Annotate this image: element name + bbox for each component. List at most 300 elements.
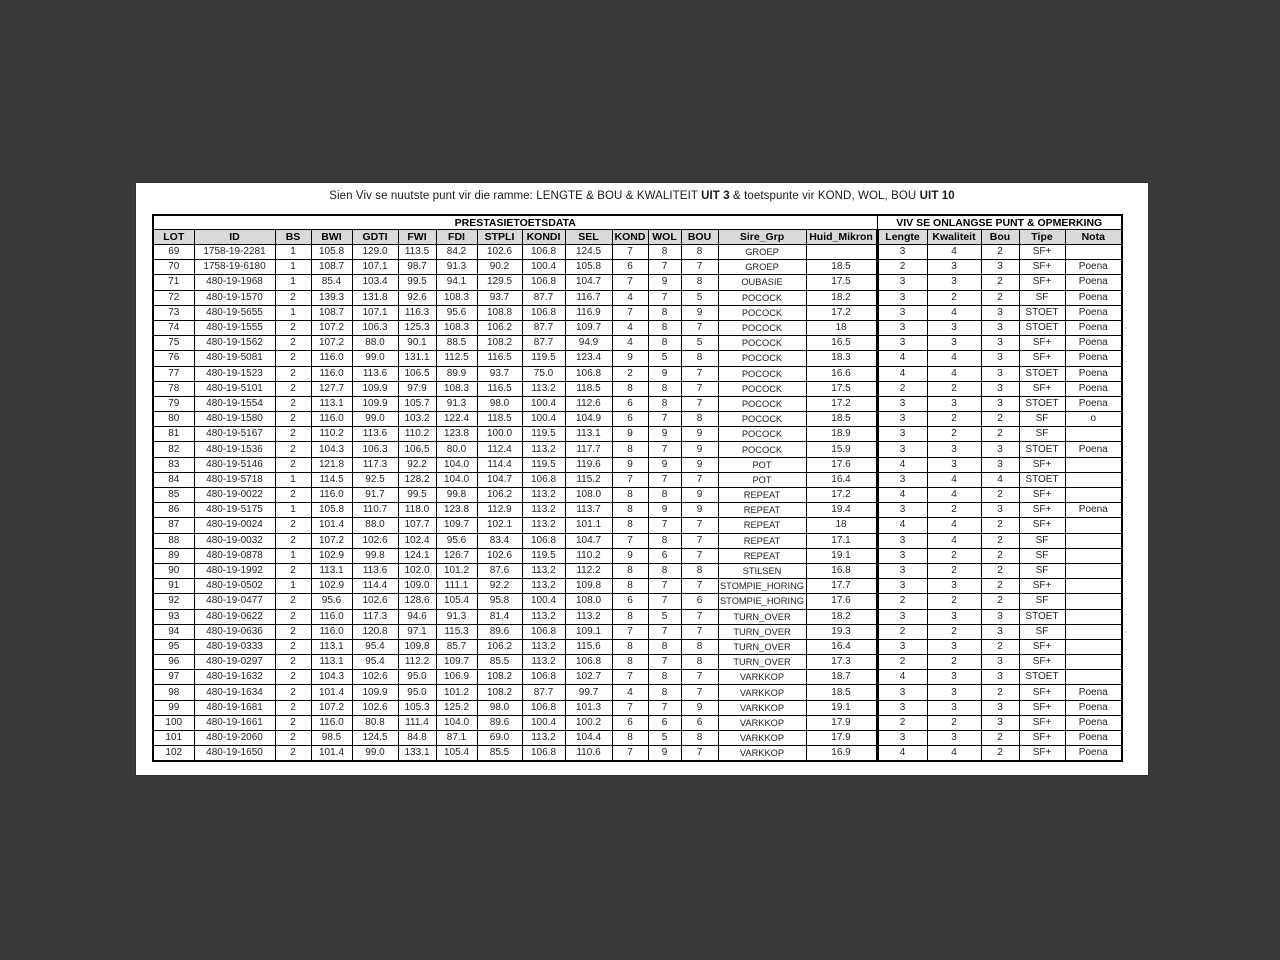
- table-cell: 17.2: [806, 488, 877, 503]
- table-cell: 2: [275, 381, 311, 396]
- table-cell: 1: [275, 245, 311, 260]
- table-cell: 100.2: [565, 715, 612, 730]
- table-cell: 8: [681, 412, 718, 427]
- table-cell: 480-19-1650: [194, 746, 275, 762]
- table-cell: 8: [612, 731, 648, 746]
- table-cell: 6: [612, 260, 648, 275]
- table-cell: 107.2: [311, 336, 352, 351]
- table-cell: STOMPIE_HORING: [718, 579, 806, 594]
- table-cell: 7: [612, 275, 648, 290]
- table-cell: 8: [612, 639, 648, 654]
- table-cell: SF+: [1019, 715, 1065, 730]
- table-cell: 107.1: [352, 305, 398, 320]
- table-cell: REPEAT: [718, 503, 806, 518]
- table-cell: 3: [927, 260, 981, 275]
- table-cell: STOET: [1019, 396, 1065, 411]
- table-cell: 113.1: [311, 396, 352, 411]
- table-cell: [1065, 518, 1122, 533]
- table-cell: 116.0: [311, 715, 352, 730]
- table-cell: STOET: [1019, 305, 1065, 320]
- table-cell: 93.7: [477, 366, 522, 381]
- table-cell: 2: [981, 290, 1019, 305]
- table-cell: 117.3: [352, 609, 398, 624]
- table-cell: 72: [153, 290, 194, 305]
- table-cell: 3: [927, 639, 981, 654]
- table-cell: 108.2: [477, 336, 522, 351]
- table-row: [153, 381, 1122, 396]
- table-cell: 6: [612, 594, 648, 609]
- table-cell: 106.2: [477, 639, 522, 654]
- table-cell: 85.5: [477, 746, 522, 762]
- table-cell: [1065, 639, 1122, 654]
- table-cell: o: [1065, 412, 1122, 427]
- table-cell: Poena: [1065, 290, 1122, 305]
- table-cell: 17.7: [806, 579, 877, 594]
- table-cell: 106.8: [522, 245, 565, 260]
- table-cell: 82: [153, 442, 194, 457]
- table-cell: Poena: [1065, 336, 1122, 351]
- table-cell: [1065, 533, 1122, 548]
- table-cell: 8: [648, 381, 681, 396]
- table-cell: 2: [275, 670, 311, 685]
- table-cell: 2: [981, 518, 1019, 533]
- table-cell: 9: [612, 457, 648, 472]
- table-cell: 95.0: [398, 685, 436, 700]
- table-cell: 112.2: [565, 563, 612, 578]
- table-cell: Poena: [1065, 320, 1122, 335]
- table-cell: 7: [648, 260, 681, 275]
- table-cell: 95.6: [436, 305, 477, 320]
- table-cell: 8: [681, 245, 718, 260]
- table-cell: 113.2: [522, 488, 565, 503]
- table-cell: 3: [981, 457, 1019, 472]
- table-cell: 2: [275, 624, 311, 639]
- table-cell: 115.2: [565, 472, 612, 487]
- table-cell: 8: [612, 655, 648, 670]
- table-cell: 98.0: [477, 396, 522, 411]
- table-cell: 2: [275, 655, 311, 670]
- table-cell: 113.2: [522, 579, 565, 594]
- table-cell: 8: [612, 609, 648, 624]
- table-cell: 9: [681, 503, 718, 518]
- table-cell: 102.9: [311, 548, 352, 563]
- table-cell: 3: [877, 396, 927, 411]
- table-cell: 102.6: [352, 670, 398, 685]
- table-cell: STOET: [1019, 366, 1065, 381]
- table-cell: 480-19-0636: [194, 624, 275, 639]
- table-cell: 19.1: [806, 700, 877, 715]
- table-cell: 8: [648, 320, 681, 335]
- table-cell: 480-19-0022: [194, 488, 275, 503]
- table-cell: Poena: [1065, 275, 1122, 290]
- table-cell: 3: [981, 442, 1019, 457]
- table-cell: 114.4: [477, 457, 522, 472]
- table-cell: 2: [927, 563, 981, 578]
- table-cell: 480-19-0024: [194, 518, 275, 533]
- table-cell: 91.3: [436, 260, 477, 275]
- table-row: [153, 533, 1122, 548]
- document-title: [136, 190, 1148, 202]
- table-cell: 95.0: [398, 670, 436, 685]
- table-row: [153, 624, 1122, 639]
- group-header-row: [153, 215, 1122, 230]
- table-cell: 17.5: [806, 275, 877, 290]
- table-cell: 117.3: [352, 457, 398, 472]
- table-row: [153, 503, 1122, 518]
- table-cell: 2: [981, 685, 1019, 700]
- table-cell: 1: [275, 548, 311, 563]
- table-row: [153, 275, 1122, 290]
- table-cell: 2: [275, 427, 311, 442]
- table-cell: 100.4: [522, 396, 565, 411]
- table-cell: [806, 245, 877, 260]
- table-cell: 8: [681, 639, 718, 654]
- table-cell: 3: [877, 320, 927, 335]
- table-cell: 9: [681, 700, 718, 715]
- table-cell: 105.7: [398, 396, 436, 411]
- table-cell: 2: [927, 503, 981, 518]
- table-cell: 116.0: [311, 351, 352, 366]
- table-cell: 98.5: [311, 731, 352, 746]
- table-cell: 102.9: [311, 579, 352, 594]
- table-cell: 101.2: [436, 685, 477, 700]
- table-cell: 18.9: [806, 427, 877, 442]
- table-cell: 124.5: [565, 245, 612, 260]
- table-cell: 2: [927, 412, 981, 427]
- column-header-nota: Nota: [1065, 230, 1122, 245]
- table-cell: Poena: [1065, 381, 1122, 396]
- table-cell: 2: [275, 396, 311, 411]
- table-cell: 102.7: [565, 670, 612, 685]
- table-cell: SF+: [1019, 639, 1065, 654]
- table-cell: 120.8: [352, 624, 398, 639]
- table-cell: 113.6: [352, 427, 398, 442]
- table-cell: 7: [681, 396, 718, 411]
- table-cell: 17.6: [806, 594, 877, 609]
- table-cell: 7: [648, 518, 681, 533]
- table-cell: 17.2: [806, 305, 877, 320]
- table-cell: 110.2: [565, 548, 612, 563]
- table-cell: 3: [927, 457, 981, 472]
- table-cell: 108.7: [311, 305, 352, 320]
- table-cell: 100.4: [522, 412, 565, 427]
- table-cell: 116.5: [477, 381, 522, 396]
- table-cell: 2: [981, 731, 1019, 746]
- table-cell: Poena: [1065, 305, 1122, 320]
- table-cell: VARKKOP: [718, 670, 806, 685]
- table-cell: 101.4: [311, 685, 352, 700]
- table-cell: 480-19-1632: [194, 670, 275, 685]
- table-cell: 2: [981, 579, 1019, 594]
- table-cell: 8: [648, 245, 681, 260]
- table-cell: 480-19-0333: [194, 639, 275, 654]
- table-cell: 4: [927, 518, 981, 533]
- table-cell: 79: [153, 396, 194, 411]
- table-cell: Poena: [1065, 715, 1122, 730]
- table-cell: 87.7: [522, 685, 565, 700]
- table-cell: 3: [927, 336, 981, 351]
- table-cell: 101.1: [565, 518, 612, 533]
- table-cell: 480-19-0297: [194, 655, 275, 670]
- title-text: Sien Viv se nuutste punt vir die ramme: LENGTE & BOU & KWALITEIT: [329, 190, 702, 202]
- table-cell: 16.8: [806, 563, 877, 578]
- table-cell: 2: [927, 548, 981, 563]
- table-cell: 3: [877, 609, 927, 624]
- table-cell: 118.5: [565, 381, 612, 396]
- table-cell: 9: [681, 427, 718, 442]
- table-cell: 113.1: [311, 563, 352, 578]
- table-cell: 2: [275, 320, 311, 335]
- table-cell: 100: [153, 715, 194, 730]
- table-cell: 9: [681, 488, 718, 503]
- table-cell: 106.9: [436, 670, 477, 685]
- table-cell: 89.6: [477, 715, 522, 730]
- table-cell: TURN_OVER: [718, 655, 806, 670]
- table-cell: 113.2: [522, 563, 565, 578]
- table-cell: STILSEN: [718, 563, 806, 578]
- table-cell: 92.2: [398, 457, 436, 472]
- table-cell: 116.0: [311, 488, 352, 503]
- table-cell: POT: [718, 457, 806, 472]
- table-cell: 115.3: [436, 624, 477, 639]
- table-cell: 109.0: [398, 579, 436, 594]
- table-cell: 87.1: [436, 731, 477, 746]
- table-cell: 9: [681, 457, 718, 472]
- table-cell: 480-19-5175: [194, 503, 275, 518]
- table-cell: 17.5: [806, 381, 877, 396]
- table-row: [153, 594, 1122, 609]
- table-cell: 91: [153, 579, 194, 594]
- column-header-kondi: KONDI: [522, 230, 565, 245]
- table-cell: 8: [612, 442, 648, 457]
- table-cell: 5: [681, 290, 718, 305]
- table-cell: 18.2: [806, 290, 877, 305]
- table-cell: 108.3: [436, 381, 477, 396]
- table-cell: 99.0: [352, 351, 398, 366]
- table-cell: STOET: [1019, 320, 1065, 335]
- table-cell: 480-19-1570: [194, 290, 275, 305]
- table-cell: 480-19-0622: [194, 609, 275, 624]
- table-cell: 116.0: [311, 366, 352, 381]
- table-row: [153, 670, 1122, 685]
- table-cell: 7: [612, 472, 648, 487]
- table-cell: 6: [612, 412, 648, 427]
- table-cell: POCOCK: [718, 442, 806, 457]
- table-cell: 109.1: [565, 624, 612, 639]
- table-cell: 8: [648, 639, 681, 654]
- table-cell: 480-19-1634: [194, 685, 275, 700]
- table-cell: 16.6: [806, 366, 877, 381]
- table-cell: 105.3: [398, 700, 436, 715]
- table-cell: 117.7: [565, 442, 612, 457]
- table-row: [153, 427, 1122, 442]
- table-cell: Poena: [1065, 746, 1122, 762]
- table-cell: 2: [927, 594, 981, 609]
- table-cell: 8: [648, 305, 681, 320]
- table-cell: 2: [927, 290, 981, 305]
- title-text-2: & toetspunte vir KOND, WOL, BOU: [729, 190, 920, 202]
- table-cell: 17.6: [806, 457, 877, 472]
- table-cell: 80.0: [436, 442, 477, 457]
- table-cell: 16.5: [806, 336, 877, 351]
- table-cell: 106.8: [522, 275, 565, 290]
- table-cell: 104.7: [477, 472, 522, 487]
- table-cell: 7: [648, 442, 681, 457]
- table-cell: 107.2: [311, 320, 352, 335]
- table-cell: SF+: [1019, 655, 1065, 670]
- table-cell: 71: [153, 275, 194, 290]
- table-cell: 2: [877, 594, 927, 609]
- table-row: [153, 639, 1122, 654]
- table-cell: 113.2: [565, 609, 612, 624]
- title-bold-uit10: UIT 10: [919, 190, 955, 202]
- table-cell: 9: [612, 548, 648, 563]
- table-cell: 87.6: [477, 563, 522, 578]
- table-cell: 9: [648, 503, 681, 518]
- table-cell: 17.9: [806, 731, 877, 746]
- table-cell: 99.5: [398, 275, 436, 290]
- table-cell: 113.1: [311, 639, 352, 654]
- table-row: [153, 305, 1122, 320]
- table-cell: 2: [927, 655, 981, 670]
- table-cell: 7: [681, 518, 718, 533]
- table-cell: VARKKOP: [718, 731, 806, 746]
- table-cell: 7: [681, 624, 718, 639]
- table-cell: 480-19-0477: [194, 594, 275, 609]
- table-cell: 92: [153, 594, 194, 609]
- table-cell: 87.7: [522, 320, 565, 335]
- column-header-bou: Bou: [981, 230, 1019, 245]
- table-cell: 3: [981, 503, 1019, 518]
- table-cell: 87.7: [522, 336, 565, 351]
- table-cell: 94.9: [565, 336, 612, 351]
- table-cell: STOET: [1019, 472, 1065, 487]
- table-cell: 480-19-5081: [194, 351, 275, 366]
- table-cell: 7: [681, 609, 718, 624]
- table-cell: 7: [612, 746, 648, 762]
- table-cell: 106.2: [477, 488, 522, 503]
- table-cell: 92.5: [352, 472, 398, 487]
- table-cell: POCOCK: [718, 290, 806, 305]
- table-cell: 101.3: [565, 700, 612, 715]
- table-cell: 2: [275, 488, 311, 503]
- table-cell: 9: [681, 442, 718, 457]
- table-cell: 480-19-5101: [194, 381, 275, 396]
- table-cell: 3: [877, 700, 927, 715]
- table-cell: 93: [153, 609, 194, 624]
- table-cell: 99.5: [398, 488, 436, 503]
- table-cell: 113.7: [565, 503, 612, 518]
- table-cell: 77: [153, 366, 194, 381]
- table-cell: 99.8: [436, 488, 477, 503]
- table-cell: 7: [681, 472, 718, 487]
- table-cell: 7: [681, 685, 718, 700]
- table-row: [153, 245, 1122, 260]
- table-cell: 480-19-1992: [194, 563, 275, 578]
- table-cell: 3: [981, 624, 1019, 639]
- table-cell: 8: [648, 563, 681, 578]
- table-cell: 3: [927, 700, 981, 715]
- table-cell: 110.6: [565, 746, 612, 762]
- table-cell: POCOCK: [718, 381, 806, 396]
- table-cell: 1758-19-2281: [194, 245, 275, 260]
- table-cell: 17.3: [806, 655, 877, 670]
- table-cell: 4: [927, 305, 981, 320]
- table-cell: 106.8: [522, 472, 565, 487]
- table-cell: [1065, 594, 1122, 609]
- table-cell: 3: [981, 351, 1019, 366]
- table-cell: 9: [681, 305, 718, 320]
- table-cell: 2: [877, 715, 927, 730]
- table-cell: 17.1: [806, 533, 877, 548]
- table-cell: 108.8: [477, 305, 522, 320]
- table-cell: 105.4: [436, 594, 477, 609]
- table-cell: 480-19-1968: [194, 275, 275, 290]
- table-cell: 102.6: [352, 700, 398, 715]
- table-cell: 4: [877, 670, 927, 685]
- table-cell: 87.7: [522, 290, 565, 305]
- table-cell: SF: [1019, 290, 1065, 305]
- table-cell: 17.9: [806, 715, 877, 730]
- table-cell: 480-19-1555: [194, 320, 275, 335]
- table-cell: 108.3: [436, 290, 477, 305]
- table-cell: 78: [153, 381, 194, 396]
- table-cell: 109.9: [352, 381, 398, 396]
- table-cell: 3: [981, 260, 1019, 275]
- table-cell: 99.8: [352, 548, 398, 563]
- table-cell: 7: [648, 412, 681, 427]
- table-cell: 98.0: [477, 700, 522, 715]
- table-cell: 8: [612, 488, 648, 503]
- table-cell: 1: [275, 579, 311, 594]
- table-cell: 109.7: [565, 320, 612, 335]
- table-cell: 2: [275, 746, 311, 762]
- table-cell: STOET: [1019, 609, 1065, 624]
- table-cell: 5: [648, 351, 681, 366]
- table-cell: 1: [275, 275, 311, 290]
- table-cell: 110.2: [311, 427, 352, 442]
- table-cell: 3: [981, 715, 1019, 730]
- table-cell: 70: [153, 260, 194, 275]
- table-cell: 97: [153, 670, 194, 685]
- table-cell: 116.0: [311, 412, 352, 427]
- table-cell: 5: [648, 609, 681, 624]
- table-cell: 92.6: [398, 290, 436, 305]
- table-cell: 101.4: [311, 518, 352, 533]
- column-header-sire_grp: Sire_Grp: [718, 230, 806, 245]
- table-cell: 80.8: [352, 715, 398, 730]
- table-cell: SF+: [1019, 457, 1065, 472]
- table-cell: 86: [153, 503, 194, 518]
- table-cell: 2: [927, 624, 981, 639]
- table-cell: 104.3: [311, 670, 352, 685]
- table-cell: 1: [275, 503, 311, 518]
- table-cell: 3: [877, 503, 927, 518]
- table-cell: Poena: [1065, 396, 1122, 411]
- table-cell: 19.1: [806, 548, 877, 563]
- table-cell: 4: [877, 518, 927, 533]
- table-cell: 118.5: [477, 412, 522, 427]
- table-cell: 90.2: [477, 260, 522, 275]
- table-cell: POT: [718, 472, 806, 487]
- table-cell: 8: [648, 533, 681, 548]
- table-cell: SF: [1019, 624, 1065, 639]
- table-cell: 4: [927, 245, 981, 260]
- table-cell: 7: [681, 579, 718, 594]
- table-cell: 6: [681, 594, 718, 609]
- table-cell: 4: [612, 320, 648, 335]
- table-cell: STOMPIE_HORING: [718, 594, 806, 609]
